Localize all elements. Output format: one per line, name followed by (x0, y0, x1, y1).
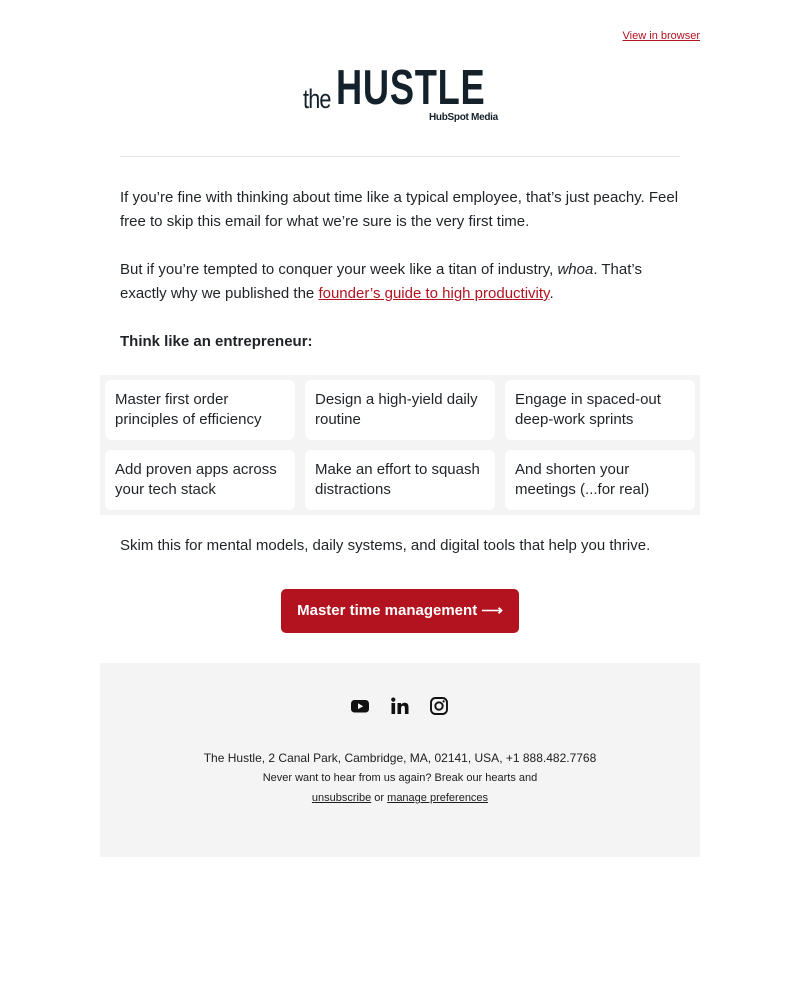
linkedin-icon[interactable] (390, 696, 410, 716)
header-divider (120, 156, 680, 157)
tip-card: Make an effort to squash distractions (305, 450, 495, 510)
manage-preferences-link[interactable]: manage preferences (387, 792, 489, 804)
logo-the: the (303, 84, 331, 114)
footer (100, 663, 700, 857)
tip-card: Design a high-yield daily routine (305, 380, 495, 440)
pitch-text-pre: But if you’re tempted to conquer your week like a titan of industry, (120, 261, 558, 278)
founders-guide-link[interactable]: founder’s guide to high productivity (318, 285, 550, 302)
tip-card: Engage in spaced-out deep-work sprints (505, 380, 695, 440)
pitch-paragraph (120, 258, 680, 306)
pitch-text-post: . (549, 285, 554, 302)
tip-card: Master first order principles of efficiency (105, 380, 295, 440)
logo-hustle: HUSTLE (336, 61, 486, 115)
footer-never-text: Never want to hear from us again? Break our hearts and (262, 772, 538, 784)
footer-address: The Hustle, 2 Canal Park, Cambridge, MA, 02141, USA, +1 888.482.7768 (203, 751, 597, 765)
footer-or: or (371, 792, 388, 804)
footer-links (100, 792, 700, 804)
master-time-management-button[interactable]: Master time management ⟶ (281, 589, 519, 633)
social-links (100, 696, 700, 716)
skim-paragraph: Skim this for mental models, daily systems, and digital tools that help you thrive. (120, 537, 651, 554)
tips-grid (100, 375, 700, 515)
instagram-icon[interactable] (429, 696, 449, 716)
tip-card: And shorten your meetings (...for real) (505, 450, 695, 510)
tip-card: Add proven apps across your tech stack (105, 450, 295, 510)
pitch-text-em: whoa (557, 261, 594, 278)
view-in-browser-link[interactable]: View in browser (622, 30, 700, 42)
youtube-icon[interactable] (350, 696, 370, 716)
logo-hubspot-media: HubSpot Media (429, 112, 498, 123)
intro-paragraph: If you’re fine with thinking about time like a typical employee, that’s just peachy. Feel free to skip this email for what we’re sure is the very first time. (120, 189, 679, 230)
section-heading: Think like an entrepreneur: (120, 333, 313, 350)
the-hustle-logo (300, 61, 500, 128)
pitch-text-mid: . That’s exactly why we published the (120, 261, 642, 302)
unsubscribe-link[interactable]: unsubscribe (311, 792, 372, 804)
